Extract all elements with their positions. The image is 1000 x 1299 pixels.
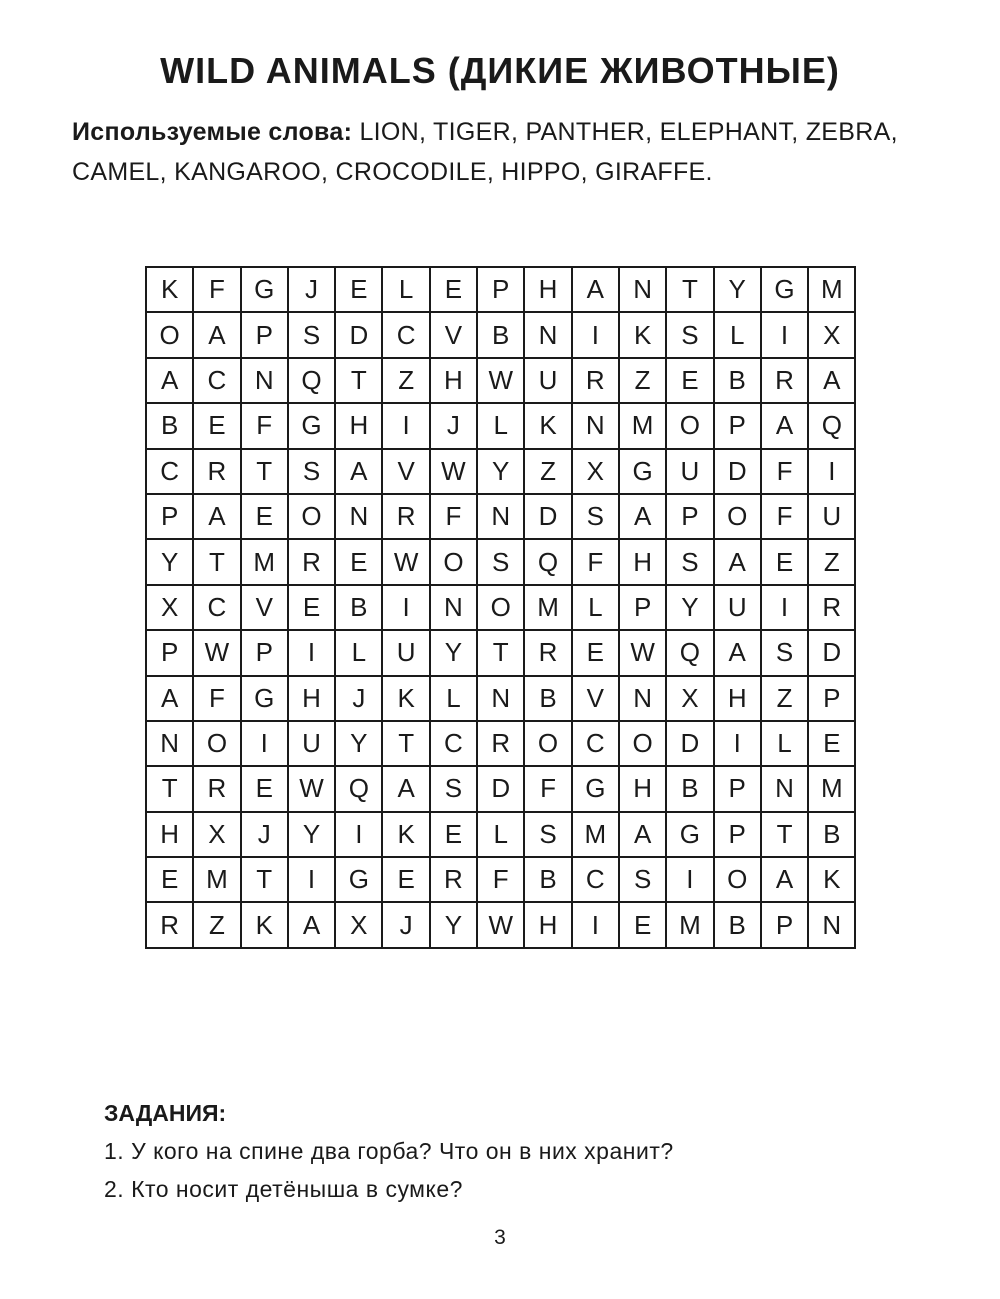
grid-cell: P — [241, 312, 288, 357]
grid-cell: D — [714, 449, 761, 494]
grid-cell: N — [619, 676, 666, 721]
grid-cell: T — [241, 857, 288, 902]
grid-cell: L — [477, 403, 524, 448]
grid-cell: E — [382, 857, 429, 902]
grid-cell: W — [430, 449, 477, 494]
page-title: WILD ANIMALS (ДИКИЕ ЖИВОТНЫЕ) — [160, 50, 840, 91]
grid-cell: I — [382, 403, 429, 448]
grid-cell: U — [666, 449, 713, 494]
grid-cell: F — [761, 494, 808, 539]
grid-cell: B — [146, 403, 193, 448]
grid-cell: I — [288, 630, 335, 675]
grid-cell: X — [335, 902, 382, 947]
grid-row — [146, 766, 855, 811]
grid-cell: D — [808, 630, 855, 675]
grid-cell: K — [524, 403, 571, 448]
grid-cell: H — [288, 676, 335, 721]
grid-cell: R — [146, 902, 193, 947]
grid-cell: T — [666, 267, 713, 312]
grid-cell: I — [241, 721, 288, 766]
grid-cell: M — [619, 403, 666, 448]
grid-cell: E — [335, 267, 382, 312]
grid-cell: Z — [761, 676, 808, 721]
grid-cell: G — [761, 267, 808, 312]
grid-cell: A — [193, 494, 240, 539]
grid-cell: O — [714, 494, 761, 539]
grid-row — [146, 585, 855, 630]
grid-cell: G — [335, 857, 382, 902]
grid-cell: L — [335, 630, 382, 675]
grid-cell: J — [382, 902, 429, 947]
grid-cell: O — [477, 585, 524, 630]
grid-cell: E — [619, 902, 666, 947]
grid-cell: K — [382, 812, 429, 857]
grid-cell: A — [288, 902, 335, 947]
grid-cell: E — [241, 494, 288, 539]
grid-cell: Y — [146, 539, 193, 584]
grid-cell: V — [241, 585, 288, 630]
grid-cell: B — [808, 812, 855, 857]
grid-cell: W — [477, 902, 524, 947]
grid-cell: I — [666, 857, 713, 902]
grid-cell: X — [666, 676, 713, 721]
grid-cell: H — [619, 766, 666, 811]
grid-cell: Q — [335, 766, 382, 811]
grid-cell: W — [193, 630, 240, 675]
grid-cell: E — [335, 539, 382, 584]
grid-cell: L — [572, 585, 619, 630]
grid-cell: T — [146, 766, 193, 811]
grid-cell: X — [193, 812, 240, 857]
grid-cell: L — [477, 812, 524, 857]
word-search-grid — [145, 266, 856, 949]
grid-cell: E — [193, 403, 240, 448]
grid-cell: U — [524, 358, 571, 403]
grid-cell: F — [524, 766, 571, 811]
grid-cell: R — [808, 585, 855, 630]
grid-cell: F — [241, 403, 288, 448]
grid-cell: Y — [430, 630, 477, 675]
grid-cell: N — [430, 585, 477, 630]
grid-cell: M — [241, 539, 288, 584]
grid-cell: C — [193, 358, 240, 403]
grid-cell: A — [761, 857, 808, 902]
grid-cell: X — [146, 585, 193, 630]
grid-cell: I — [572, 312, 619, 357]
grid-cell: Y — [288, 812, 335, 857]
grid-cell: E — [288, 585, 335, 630]
grid-cell: W — [477, 358, 524, 403]
grid-cell: L — [430, 676, 477, 721]
grid-cell: N — [241, 358, 288, 403]
grid-cell: I — [761, 312, 808, 357]
grid-cell: Z — [193, 902, 240, 947]
grid-cell: B — [524, 857, 571, 902]
grid-cell: C — [146, 449, 193, 494]
grid-cell: A — [146, 358, 193, 403]
grid-cell: W — [619, 630, 666, 675]
grid-cell: Y — [477, 449, 524, 494]
grid-cell: M — [524, 585, 571, 630]
grid-cell: O — [666, 403, 713, 448]
grid-cell: P — [714, 812, 761, 857]
grid-row — [146, 494, 855, 539]
grid-cell: A — [619, 494, 666, 539]
grid-cell: B — [477, 312, 524, 357]
grid-row — [146, 312, 855, 357]
used-words-line-2: CAMEL, KANGAROO, CROCODILE, HIPPO, GIRAFFE. — [72, 158, 713, 186]
grid-cell: W — [382, 539, 429, 584]
grid-cell: I — [572, 902, 619, 947]
grid-cell: I — [382, 585, 429, 630]
grid-cell: S — [524, 812, 571, 857]
grid-cell: U — [382, 630, 429, 675]
grid-cell: T — [335, 358, 382, 403]
grid-cell: N — [146, 721, 193, 766]
grid-row — [146, 449, 855, 494]
grid-cell: H — [524, 902, 571, 947]
grid-cell: C — [572, 721, 619, 766]
grid-cell: J — [241, 812, 288, 857]
used-words-line-1: LION, TIGER, PANTHER, ELEPHANT, ZEBRA, — [359, 118, 898, 146]
grid-cell: N — [524, 312, 571, 357]
grid-row — [146, 267, 855, 312]
grid-cell: M — [666, 902, 713, 947]
grid-cell: J — [430, 403, 477, 448]
grid-cell: O — [430, 539, 477, 584]
grid-cell: E — [146, 857, 193, 902]
grid-cell: E — [808, 721, 855, 766]
grid-cell: R — [288, 539, 335, 584]
grid-cell: P — [714, 403, 761, 448]
grid-cell: G — [572, 766, 619, 811]
grid-cell: T — [477, 630, 524, 675]
grid-cell: F — [430, 494, 477, 539]
grid-cell: C — [382, 312, 429, 357]
grid-cell: C — [193, 585, 240, 630]
used-words-label: Используемые слова: — [72, 118, 353, 146]
grid-cell: O — [714, 857, 761, 902]
grid-cell: D — [477, 766, 524, 811]
grid-cell: Q — [288, 358, 335, 403]
grid-cell: Y — [666, 585, 713, 630]
grid-cell: G — [288, 403, 335, 448]
grid-cell: O — [619, 721, 666, 766]
grid-cell: V — [572, 676, 619, 721]
grid-cell: S — [666, 312, 713, 357]
grid-cell: Q — [524, 539, 571, 584]
grid-cell: L — [382, 267, 429, 312]
grid-cell: J — [288, 267, 335, 312]
grid-row — [146, 902, 855, 947]
grid-cell: F — [193, 676, 240, 721]
grid-cell: S — [477, 539, 524, 584]
grid-cell: R — [193, 766, 240, 811]
grid-row — [146, 812, 855, 857]
grid-cell: S — [666, 539, 713, 584]
grid-cell: P — [477, 267, 524, 312]
grid-cell: P — [761, 902, 808, 947]
grid-cell: S — [430, 766, 477, 811]
grid-cell: K — [808, 857, 855, 902]
grid-row — [146, 857, 855, 902]
grid-cell: H — [524, 267, 571, 312]
grid-cell: E — [430, 267, 477, 312]
grid-cell: A — [619, 812, 666, 857]
grid-cell: U — [808, 494, 855, 539]
grid-row — [146, 676, 855, 721]
grid-cell: A — [335, 449, 382, 494]
grid-cell: F — [477, 857, 524, 902]
grid-cell: T — [241, 449, 288, 494]
grid-cell: I — [714, 721, 761, 766]
grid-cell: D — [335, 312, 382, 357]
grid-cell: R — [193, 449, 240, 494]
grid-cell: P — [714, 766, 761, 811]
grid-cell: P — [241, 630, 288, 675]
grid-cell: X — [808, 312, 855, 357]
grid-cell: P — [146, 494, 193, 539]
grid-row — [146, 721, 855, 766]
task-item: 1. У кого на спине два горба? Что он в них хранит? — [104, 1138, 674, 1164]
grid-cell: Q — [666, 630, 713, 675]
grid-cell: Z — [808, 539, 855, 584]
grid-cell: O — [288, 494, 335, 539]
grid-cell: K — [619, 312, 666, 357]
grid-cell: X — [572, 449, 619, 494]
page-number: 3 — [494, 1226, 506, 1249]
grid-cell: A — [761, 403, 808, 448]
grid-cell: B — [524, 676, 571, 721]
grid-cell: N — [619, 267, 666, 312]
grid-cell: Y — [714, 267, 761, 312]
grid-cell: A — [146, 676, 193, 721]
grid-cell: I — [761, 585, 808, 630]
grid-cell: Z — [382, 358, 429, 403]
grid-cell: I — [288, 857, 335, 902]
grid-cell: Q — [808, 403, 855, 448]
grid-cell: S — [761, 630, 808, 675]
grid-cell: N — [477, 494, 524, 539]
grid-row — [146, 358, 855, 403]
grid-cell: A — [193, 312, 240, 357]
grid-cell: A — [714, 539, 761, 584]
grid-cell: M — [193, 857, 240, 902]
grid-cell: G — [241, 676, 288, 721]
grid-cell: P — [808, 676, 855, 721]
grid-cell: R — [430, 857, 477, 902]
grid-cell: K — [241, 902, 288, 947]
grid-cell: P — [146, 630, 193, 675]
grid-cell: Z — [524, 449, 571, 494]
grid-cell: H — [714, 676, 761, 721]
grid-cell: R — [477, 721, 524, 766]
grid-cell: F — [193, 267, 240, 312]
grid-cell: O — [524, 721, 571, 766]
grid-cell: O — [193, 721, 240, 766]
grid-cell: L — [761, 721, 808, 766]
grid-cell: S — [288, 312, 335, 357]
grid-cell: E — [572, 630, 619, 675]
grid-row — [146, 630, 855, 675]
grid-cell: A — [714, 630, 761, 675]
grid-cell: V — [430, 312, 477, 357]
grid-cell: U — [714, 585, 761, 630]
task-item: 2. Кто носит детёныша в сумке? — [104, 1176, 463, 1202]
grid-cell: H — [430, 358, 477, 403]
grid-cell: A — [382, 766, 429, 811]
grid-cell: B — [714, 358, 761, 403]
grid-cell: Y — [335, 721, 382, 766]
grid-cell: E — [761, 539, 808, 584]
grid-cell: O — [146, 312, 193, 357]
grid-cell: D — [666, 721, 713, 766]
grid-cell: A — [572, 267, 619, 312]
grid-cell: L — [714, 312, 761, 357]
grid-cell: A — [808, 358, 855, 403]
grid-cell: R — [382, 494, 429, 539]
grid-cell: R — [572, 358, 619, 403]
grid-cell: I — [335, 812, 382, 857]
grid-cell: T — [761, 812, 808, 857]
grid-cell: G — [666, 812, 713, 857]
used-words — [72, 112, 952, 192]
grid-cell: G — [619, 449, 666, 494]
grid-cell: M — [808, 267, 855, 312]
grid-cell: N — [335, 494, 382, 539]
grid-cell: D — [524, 494, 571, 539]
grid-cell: P — [666, 494, 713, 539]
grid-cell: S — [619, 857, 666, 902]
grid-cell: Y — [430, 902, 477, 947]
grid-cell: F — [761, 449, 808, 494]
grid-cell: W — [288, 766, 335, 811]
grid-cell: B — [335, 585, 382, 630]
grid-cell: N — [808, 902, 855, 947]
grid-cell: V — [382, 449, 429, 494]
grid-cell: T — [382, 721, 429, 766]
grid-cell: H — [335, 403, 382, 448]
grid-cell: R — [761, 358, 808, 403]
grid-cell: S — [288, 449, 335, 494]
grid-row — [146, 403, 855, 448]
grid-cell: E — [241, 766, 288, 811]
grid-cell: R — [524, 630, 571, 675]
grid-cell: E — [666, 358, 713, 403]
grid-cell: P — [619, 585, 666, 630]
grid-row — [146, 539, 855, 584]
tasks-title: ЗАДАНИЯ: — [104, 1100, 227, 1126]
grid-cell: N — [761, 766, 808, 811]
grid-cell: C — [572, 857, 619, 902]
grid-cell: E — [430, 812, 477, 857]
grid-cell: H — [619, 539, 666, 584]
grid-cell: G — [241, 267, 288, 312]
grid-cell: M — [808, 766, 855, 811]
grid-cell: N — [572, 403, 619, 448]
grid-cell: S — [572, 494, 619, 539]
grid-cell: Z — [619, 358, 666, 403]
grid-cell: F — [572, 539, 619, 584]
grid-cell: N — [477, 676, 524, 721]
grid-cell: H — [146, 812, 193, 857]
grid-cell: M — [572, 812, 619, 857]
grid-cell: U — [288, 721, 335, 766]
grid-cell: T — [193, 539, 240, 584]
grid-cell: C — [430, 721, 477, 766]
grid-cell: K — [146, 267, 193, 312]
grid-cell: B — [714, 902, 761, 947]
grid-cell: I — [808, 449, 855, 494]
grid-cell: J — [335, 676, 382, 721]
grid-cell: B — [666, 766, 713, 811]
grid-cell: K — [382, 676, 429, 721]
